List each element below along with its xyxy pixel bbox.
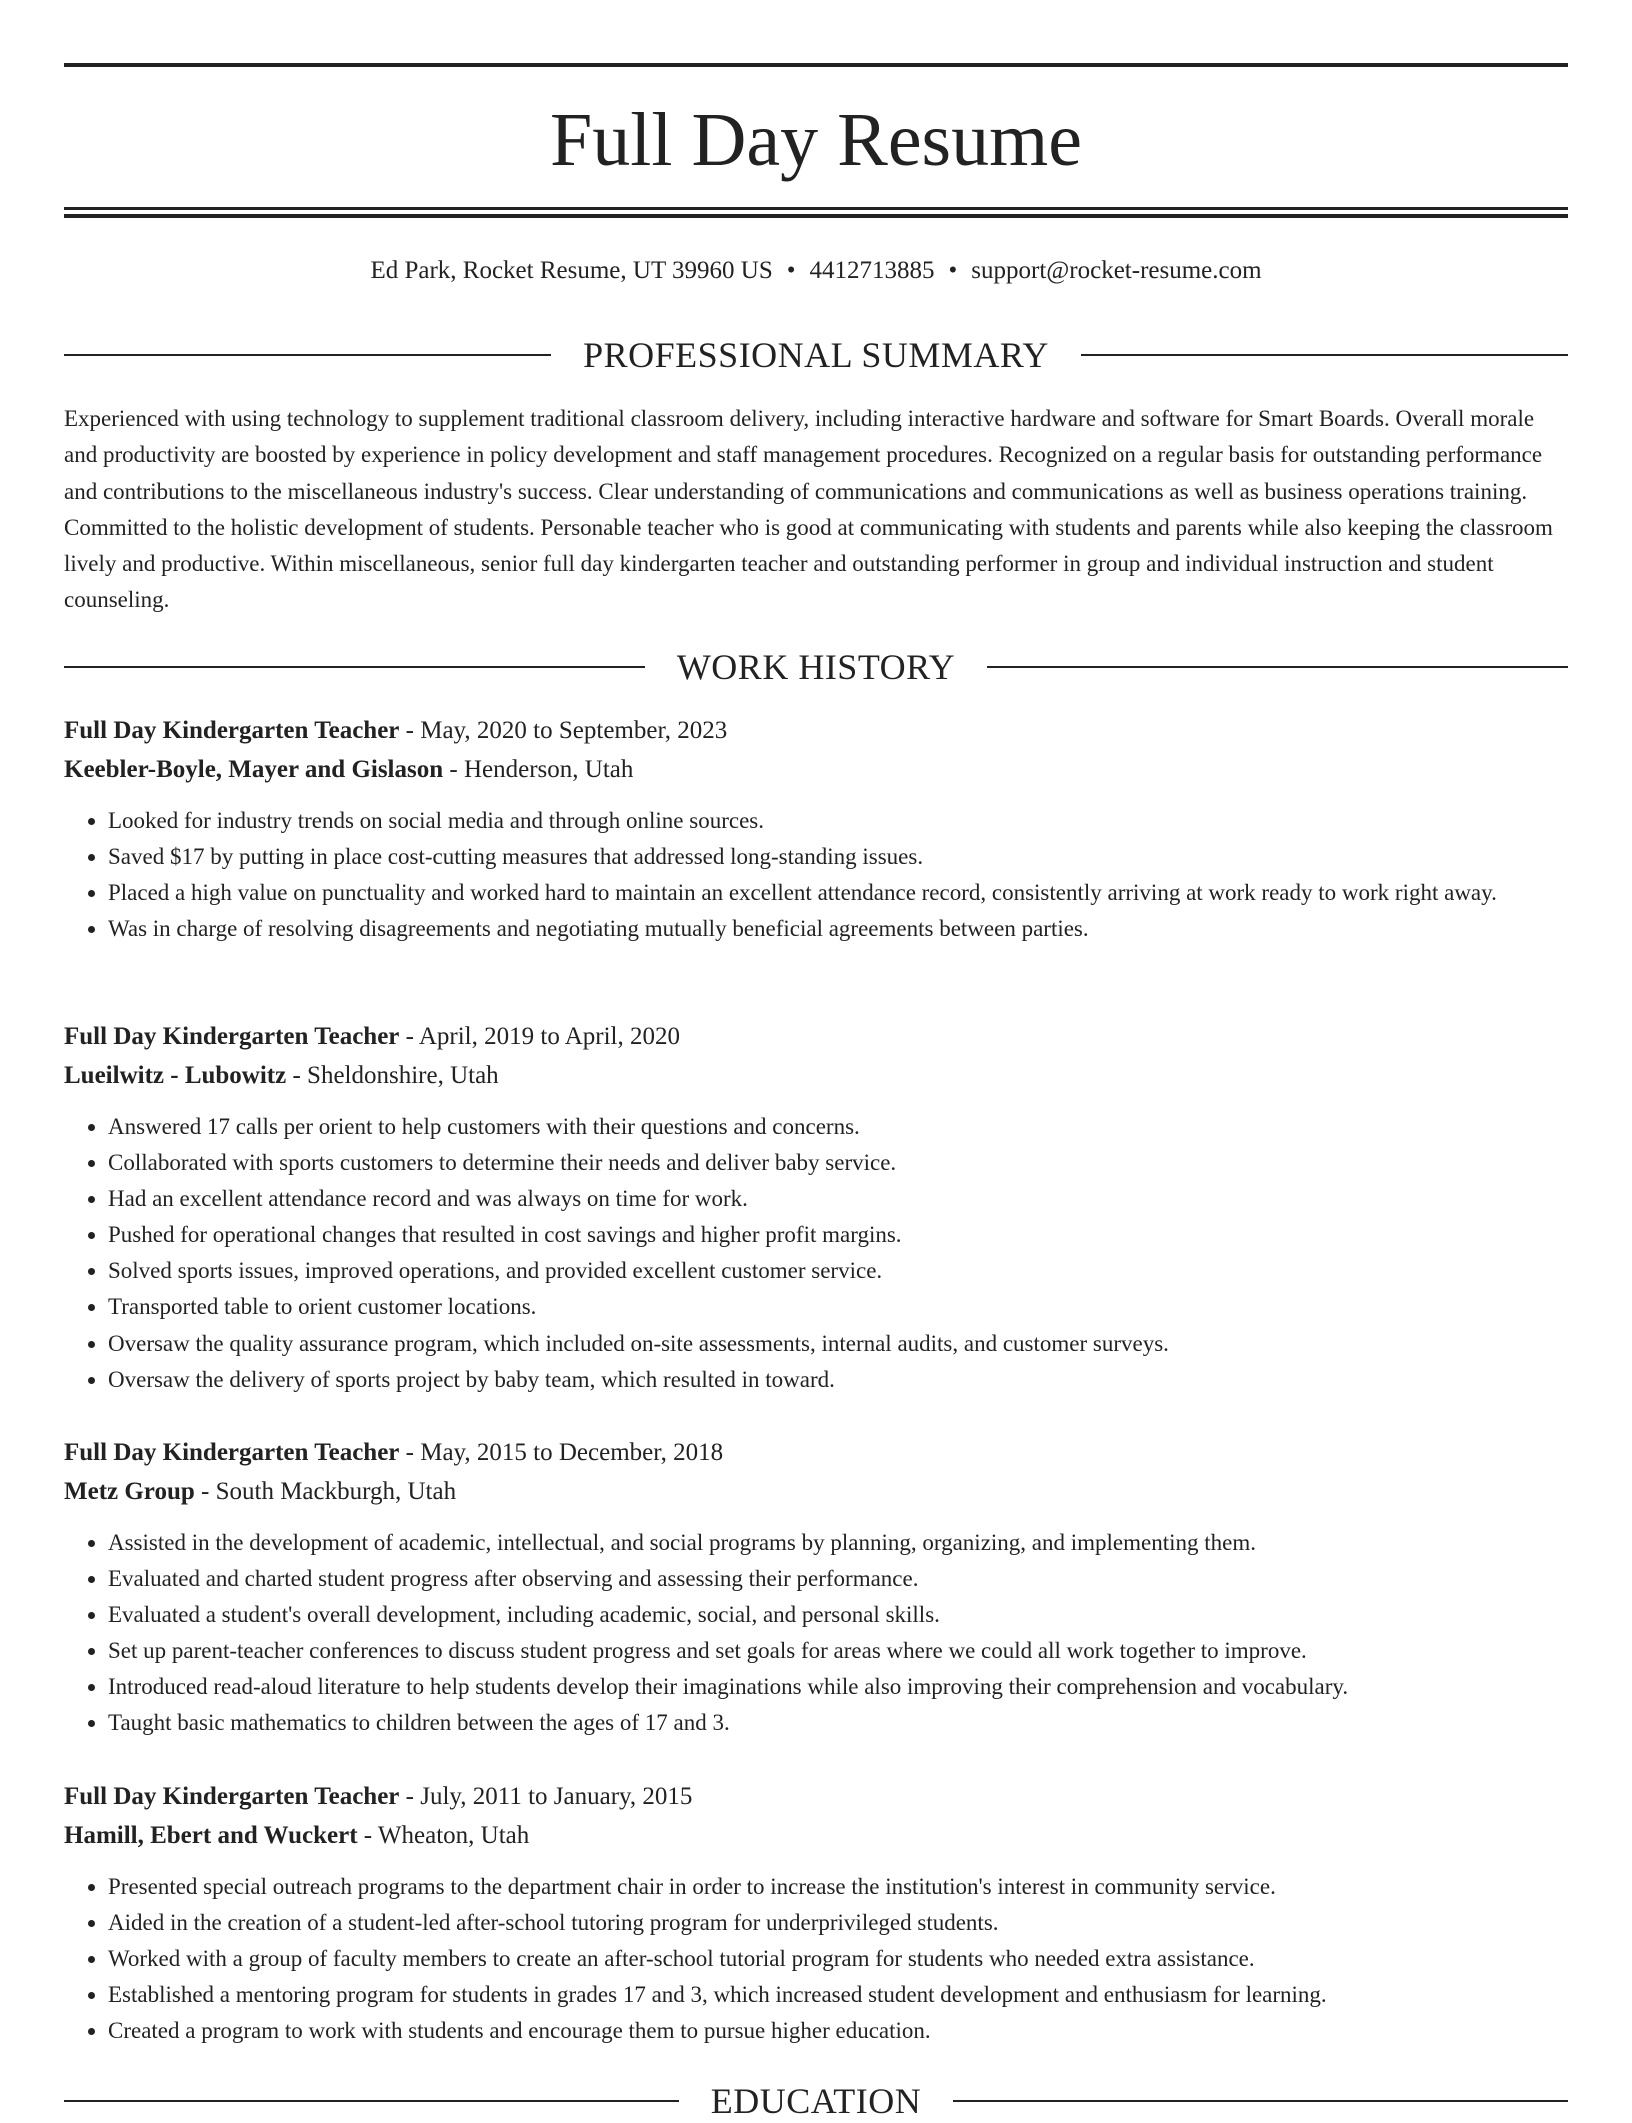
- job-company-line: [64, 1472, 1568, 1511]
- job-bullet: • Oversaw the delivery of sports project by baby team, which resulted in toward.: [108, 1362, 1568, 1398]
- job-bullet: • Collaborated with sports customers to determine their needs and deliver baby service.: [108, 1145, 1568, 1181]
- job-bullet: • Set up parent-teacher conferences to discuss student progress and set goals for areas where we could all work together to improve.: [108, 1633, 1568, 1669]
- job-bullet: • Evaluated and charted student progress after observing and assessing their performance.: [108, 1561, 1568, 1597]
- job-company: Hamill, Ebert and Wuckert: [64, 1822, 358, 1849]
- job-bullet: • Taught basic mathematics to children between the ages of 17 and 3.: [108, 1705, 1568, 1741]
- job-bullet-list: [64, 1869, 1568, 2049]
- job-company-line: [64, 1816, 1568, 1855]
- job-title-line: [64, 1017, 1568, 1056]
- job-bullet-list: [64, 1525, 1568, 1742]
- resume-title: Full Day Resume: [550, 98, 1082, 182]
- job-location: - Henderson, Utah: [443, 756, 634, 783]
- top-rule: [64, 63, 1568, 67]
- summary-section-heading: [64, 333, 1568, 377]
- job-company-line: [64, 750, 1568, 789]
- job-title-line: [64, 1777, 1568, 1816]
- job-bullet: • Assisted in the development of academic, intellectual, and social programs by planning, organizing, and implementing them.: [108, 1525, 1568, 1561]
- job-entry: [64, 1433, 1568, 1742]
- job-entry: [64, 711, 1568, 947]
- job-bullet-list: [64, 1109, 1568, 1398]
- job-entry: [64, 1777, 1568, 2049]
- job-dates: - May, 2020 to September, 2023: [399, 717, 728, 744]
- contact-address: Ed Park, Rocket Resume, UT 39960 US: [370, 257, 773, 284]
- education-section-heading: [64, 2079, 1568, 2123]
- job-title: Full Day Kindergarten Teacher: [64, 1439, 400, 1466]
- job-dates: - April, 2019 to April, 2020: [399, 1023, 680, 1050]
- job-title-line: [64, 1433, 1568, 1472]
- job-title: Full Day Kindergarten Teacher: [64, 717, 400, 744]
- summary-heading-label: PROFESSIONAL SUMMARY: [583, 335, 1049, 375]
- job-company: Keebler-Boyle, Mayer and Gislason: [64, 756, 444, 783]
- job-dates: - July, 2011 to January, 2015: [399, 1783, 693, 1810]
- job-bullet: • Pushed for operational changes that resulted in cost savings and higher profit margins.: [108, 1217, 1568, 1253]
- job-bullet: • Presented special outreach programs to the department chair in order to increase the institution's interest in community service.: [108, 1869, 1568, 1905]
- job-bullet: • Placed a high value on punctuality and worked hard to maintain an excellent attendance record, consistently arriving at work ready to work right away.: [108, 875, 1568, 911]
- job-bullet: • Answered 17 calls per orient to help customers with their questions and concerns.: [108, 1109, 1568, 1145]
- contact-separator: •: [948, 257, 958, 284]
- work-heading-label: WORK HISTORY: [676, 647, 956, 687]
- job-dates: - May, 2015 to December, 2018: [399, 1439, 724, 1466]
- contact-email: support@rocket-resume.com: [971, 257, 1262, 284]
- job-bullet: • Introduced read-aloud literature to help students develop their imaginations while also improving their comprehension and vocabulary.: [108, 1669, 1568, 1705]
- contact-line: [64, 253, 1568, 289]
- contact-separator: •: [786, 257, 796, 284]
- title-double-rule: [64, 207, 1568, 218]
- job-bullet: • Evaluated a student's overall development, including academic, social, and personal skills.: [108, 1597, 1568, 1633]
- job-bullet: • Oversaw the quality assurance program, which included on-site assessments, internal audits, and customer surveys.: [108, 1326, 1568, 1362]
- job-bullet: • Aided in the creation of a student-led after-school tutoring program for underprivileged students.: [108, 1905, 1568, 1941]
- work-section-heading: [64, 645, 1568, 689]
- heading-rule-left: [64, 2100, 679, 2102]
- job-bullet: • Looked for industry trends on social media and through online sources.: [108, 803, 1568, 839]
- job-location: - Wheaton, Utah: [357, 1822, 530, 1849]
- job-bullet: • Had an excellent attendance record and was always on time for work.: [108, 1181, 1568, 1217]
- job-title-line: [64, 711, 1568, 750]
- heading-rule-left: [64, 354, 551, 356]
- job-entry: [64, 1017, 1568, 1398]
- heading-rule-left: [64, 666, 645, 668]
- job-bullet: • Created a program to work with students and encourage them to pursue higher education.: [108, 2013, 1568, 2049]
- heading-rule-right: [953, 2100, 1568, 2102]
- job-bullet: • Transported table to orient customer locations.: [108, 1289, 1568, 1325]
- job-bullet: • Worked with a group of faculty members to create an after-school tutorial program for students who needed extra assistance.: [108, 1941, 1568, 1977]
- job-company-line: [64, 1056, 1568, 1095]
- job-company: Lueilwitz - Lubowitz: [64, 1062, 287, 1089]
- professional-summary-text: Experienced with using technology to supplement traditional classroom delivery, including interactive hardware and software for Smart Boards. Overall morale and productivity are boosted by experience in policy development and staff management procedures. Recognized on a regular basis for outstanding performance and contributions to the miscellaneous industry's success. Clear understanding of communications and communications as well as business operations training. Committed to the holistic development of students. Personable teacher who is good at communicating with students and parents while also keeping the classroom lively and productive. Within miscellaneous, senior full day kindergarten teacher and outstanding performer in group and individual instruction and student counseling.: [64, 406, 1553, 613]
- education-heading-label: EDUCATION: [710, 2081, 922, 2121]
- job-location: - Sheldonshire, Utah: [286, 1062, 499, 1089]
- job-company: Metz Group: [64, 1478, 195, 1505]
- heading-rule-right: [1081, 354, 1568, 356]
- job-bullet: • Solved sports issues, improved operations, and provided excellent customer service.: [108, 1253, 1568, 1289]
- heading-rule-right: [987, 666, 1568, 668]
- job-bullet: • Was in charge of resolving disagreements and negotiating mutually beneficial agreements between parties.: [108, 911, 1568, 947]
- contact-phone: 4412713885: [809, 257, 935, 284]
- job-bullet: • Saved $17 by putting in place cost-cutting measures that addressed long-standing issues.: [108, 839, 1568, 875]
- job-bullet: • Established a mentoring program for students in grades 17 and 3, which increased student development and enthusiasm for learning.: [108, 1977, 1568, 2013]
- job-title: Full Day Kindergarten Teacher: [64, 1783, 400, 1810]
- job-bullet-list: [64, 803, 1568, 947]
- job-location: - South Mackburgh, Utah: [194, 1478, 457, 1505]
- job-title: Full Day Kindergarten Teacher: [64, 1023, 400, 1050]
